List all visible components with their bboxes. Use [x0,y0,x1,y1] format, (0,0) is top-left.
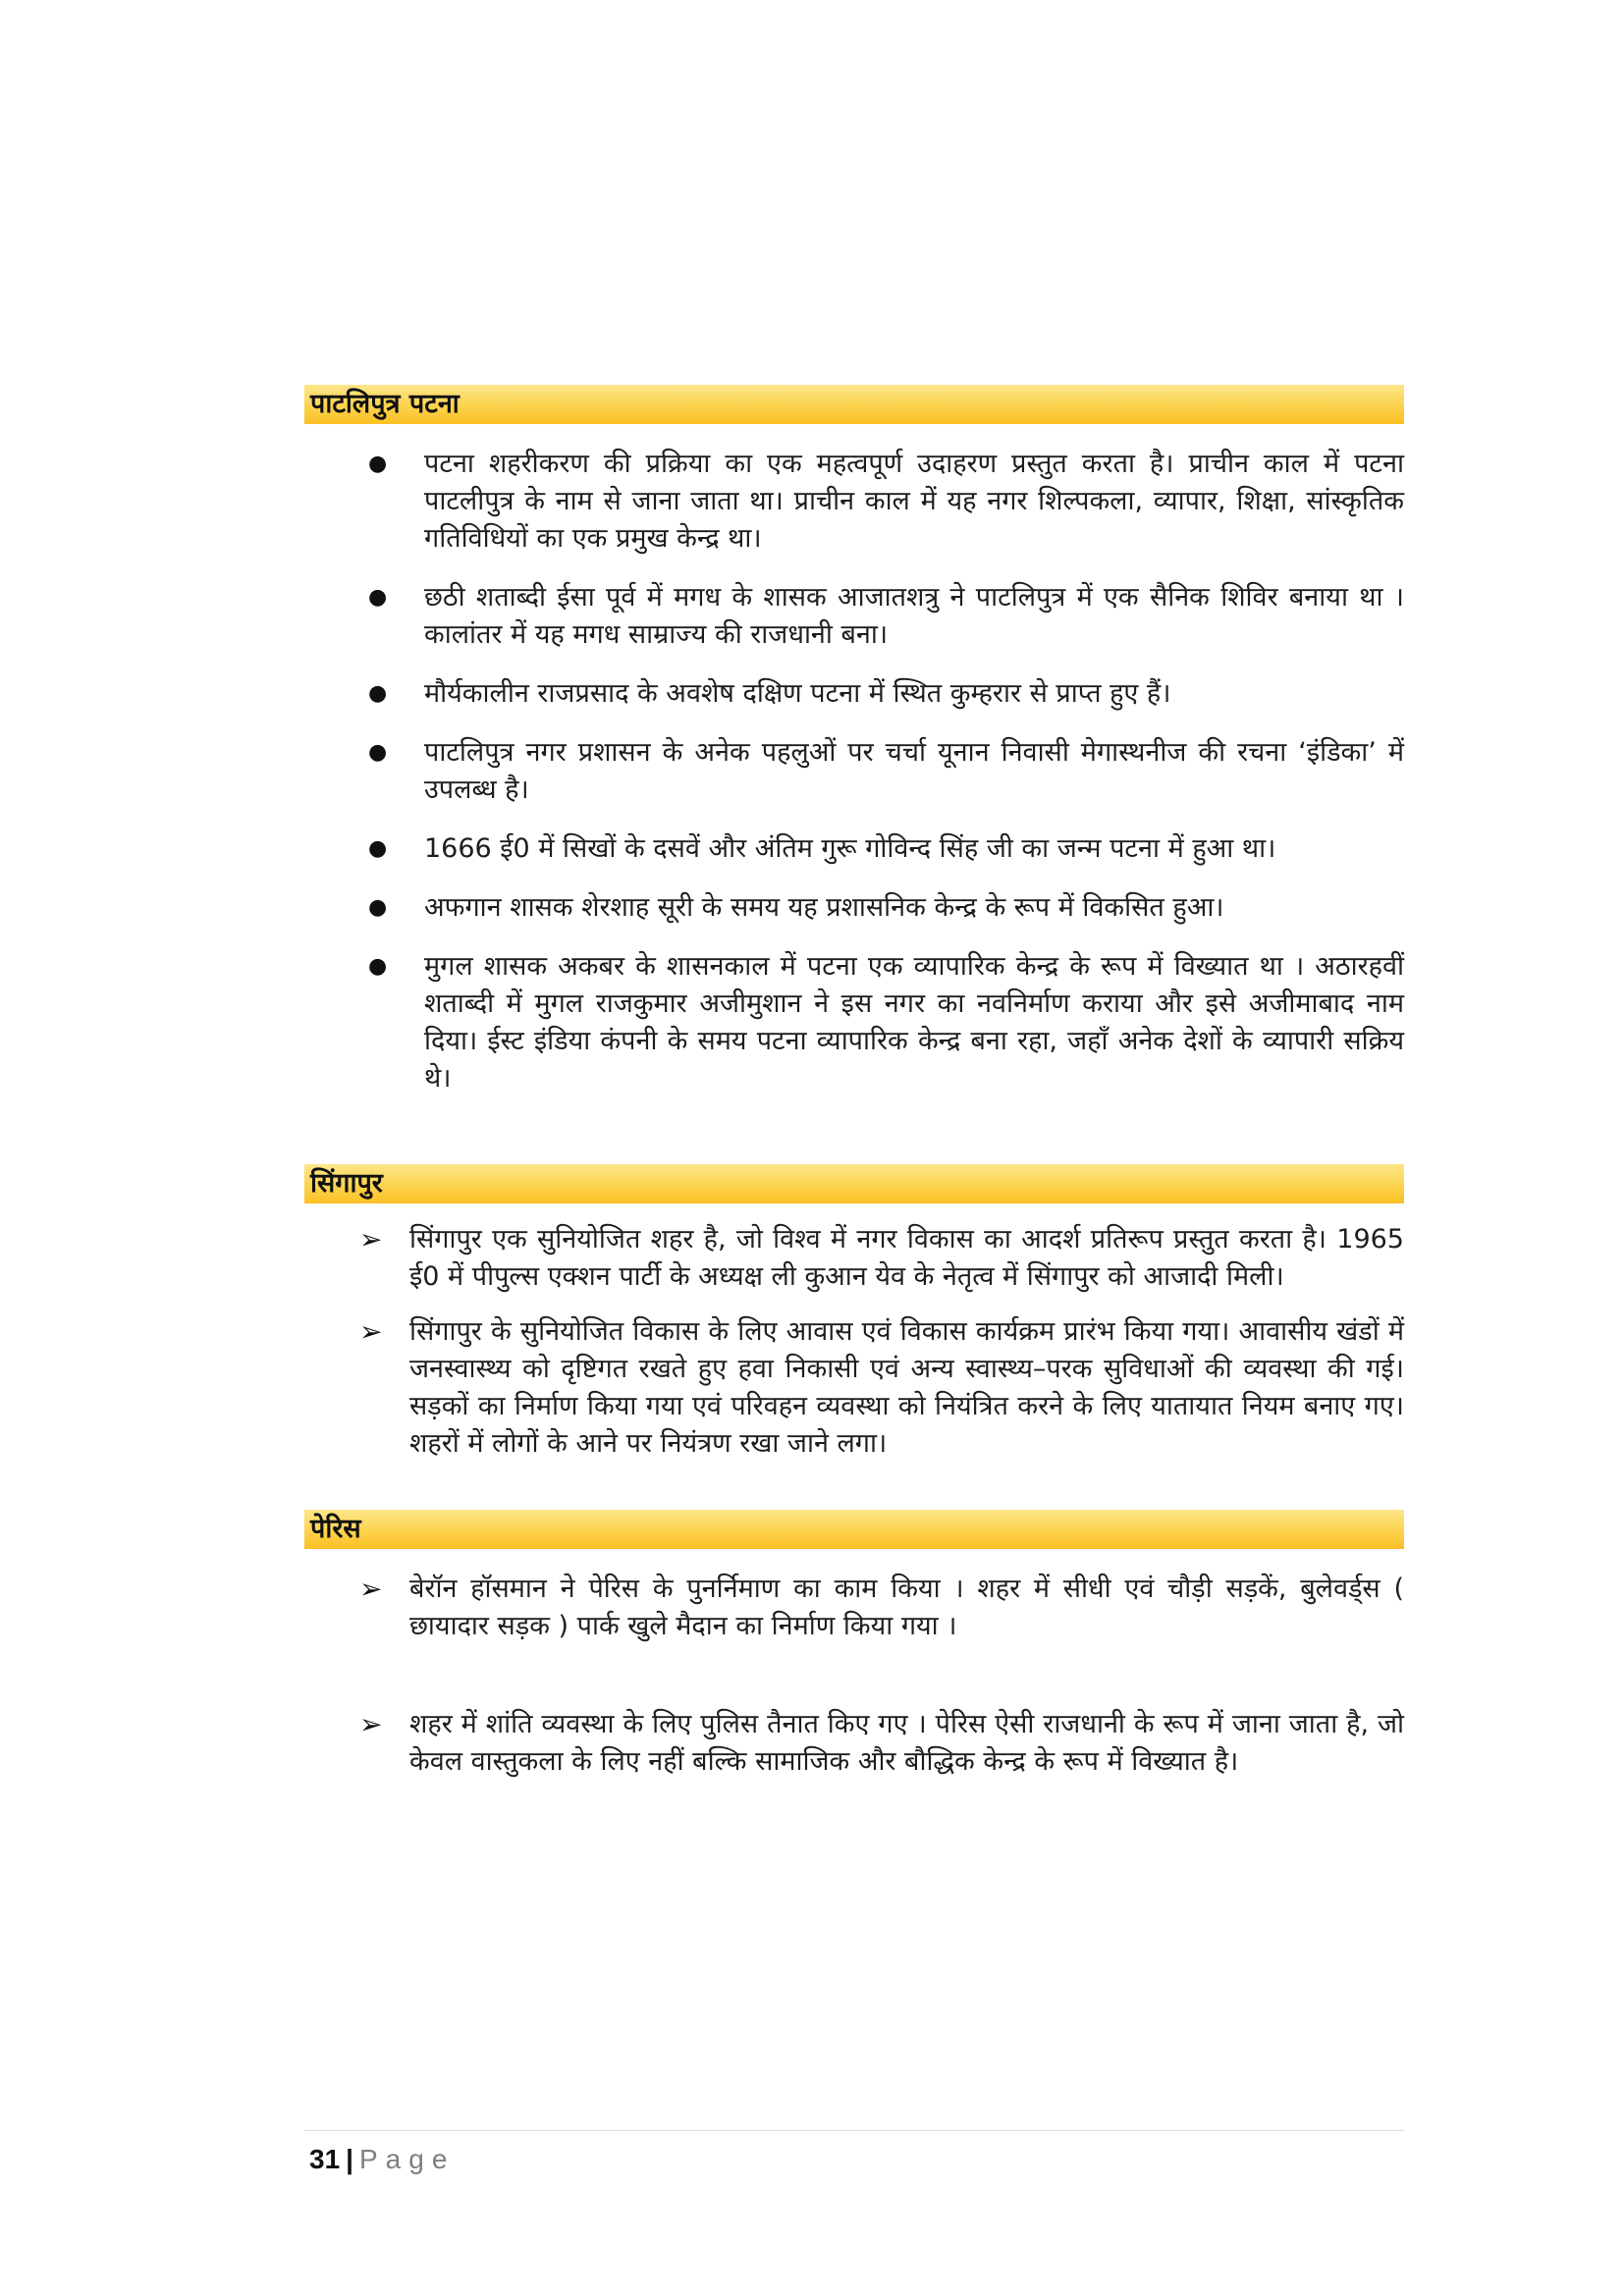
section-heading: पाटलिपुत्र पटना [304,385,1404,424]
bullet-icon: ● [368,585,388,610]
list-item [304,948,1404,1097]
page-label: Page [359,2144,456,2174]
section-pataliputra-patna [304,385,1404,1097]
bullet-icon: ● [368,895,388,920]
list-item [304,1571,1404,1645]
bullet-icon: ● [368,452,388,476]
footer-separator: | [346,2144,353,2174]
list-item-text: पटना शहरीकरण की प्रक्रिया का एक महत्वपूर्ण उदाहरण प्रस्तुत करता है। प्राचीन काल में पटना पाटलीपुत्र के नाम से जाना जाता था। प्राचीन काल में यह नगर शिल्पकला, व्यापार, शिक्षा, सांस्कृतिक गतिविधियों का एक प्रमुख केन्द्र था। [424,449,1404,554]
section-paris [304,1510,1404,1781]
list-item [304,889,1404,927]
list-item-text: सिंगापुर के सुनियोजित विकास के लिए आवास एवं विकास कार्यक्रम प्रारंभ किया गया। आवासीय खंडों में जनस्वास्थ्य को दृष्टिगत रखते हुए हवा निकासी एवं अन्य स्वास्थ्य–परक सुविधाओं की व्यवस्था की गई। सड़कों का निर्माण किया गया एवं परिवहन व्यवस्था को नियंत्रित करने के लिए यातायात नियम बनाए गए। शहरों में लोगों के आने पर नियंत्रण रखा जाने लगा। [409,1316,1404,1459]
arrow-bullet-icon: ➢ [359,1573,383,1605]
list-item-text: 1666 ई0 में सिखों के दसवें और अंतिम गुरू गोविन्द सिंह जी का जन्म पटना में हुआ था। [424,833,1276,864]
footer-divider [304,2130,1404,2131]
list-item-text: मुगल शासक अकबर के शासनकाल में पटना एक व्यापारिक केन्द्र के रूप में विख्यात था । अठारहवीं शताब्दी में मुगल राजकुमार अजीमुशान ने इस नगर का नवनिर्माण कराया और इसे अजीमाबाद नाम दिया। ईस्ट इंडिया कंपनी के समय पटना व्यापारिक केन्द्र बना रहा, जहाँ अनेक देशों के व्यापारी सक्रिय थे। [424,951,1404,1094]
page-number: 31 [309,2144,341,2174]
page-footer [309,2143,455,2176]
list-item [304,1221,1404,1296]
list-item [304,1706,1404,1781]
bullet-icon: ● [368,681,388,706]
page-content [304,385,1404,1781]
arrow-bullet-icon: ➢ [359,1708,383,1740]
list-item [304,734,1404,809]
list-item-text: बेरॉन हॉसमान ने पेरिस के पुनर्निमाण का काम किया । शहर में सीधी एवं चौड़ी सड़कें, बुलेवर्ड्स ( छायादार सड़क ) पार्क खुले मैदान का निर्माण किया गया । [409,1574,1404,1641]
list-item [304,830,1404,868]
list-item-text: मौर्यकालीन राजप्रसाद के अवशेष दक्षिण पटना में स्थित कुम्हरार से प्राप्त हुए हैं। [424,678,1171,709]
section-singapore [304,1164,1404,1463]
arrow-list [304,1571,1404,1781]
arrow-bullet-icon: ➢ [359,1315,383,1348]
arrow-list [304,1221,1404,1463]
list-item-text: सिंगापुर एक सुनियोजित शहर है, जो विश्व में नगर विकास का आदर्श प्रतिरूप प्रस्तुत करता है। 1965 ई0 में पीपुल्स एक्शन पार्टी के अध्यक्ष ली कुआन येव के नेतृत्व में सिंगापुर को आजादी मिली। [409,1224,1404,1292]
bullet-icon: ● [368,836,388,861]
list-item [304,675,1404,713]
list-item-text: पाटलिपुत्र नगर प्रशासन के अनेक पहलुओं पर चर्चा यूनान निवासी मेगास्थनीज की रचना ‘इंडिका’ में उपलब्ध है। [424,737,1404,805]
section-heading: सिंगापुर [304,1164,1404,1203]
list-item [304,579,1404,654]
bullet-list [304,446,1404,1097]
bullet-icon: ● [368,954,388,979]
list-item [304,446,1404,558]
list-item-text: अफगान शासक शेरशाह सूरी के समय यह प्रशासनिक केन्द्र के रूप में विकसित हुआ। [424,892,1224,923]
arrow-bullet-icon: ➢ [359,1223,383,1255]
bullet-icon: ● [368,740,388,765]
list-item-text: शहर में शांति व्यवस्था के लिए पुलिस तैनात किए गए । पेरिस ऐसी राजधानी के रूप में जाना जाता है, जो केवल वास्तुकला के लिए नहीं बल्कि सामाजिक और बौद्धिक केन्द्र के रूप में विख्यात है। [409,1709,1404,1777]
list-item [304,1313,1404,1463]
list-item-text: छठी शताब्दी ईसा पूर्व में मगध के शासक आजातशत्रु ने पाटलिपुत्र में एक सैनिक शिविर बनाया था । कालांतर में यह मगध साम्राज्य की राजधानी बना। [424,582,1404,650]
section-heading: पेरिस [304,1510,1404,1549]
